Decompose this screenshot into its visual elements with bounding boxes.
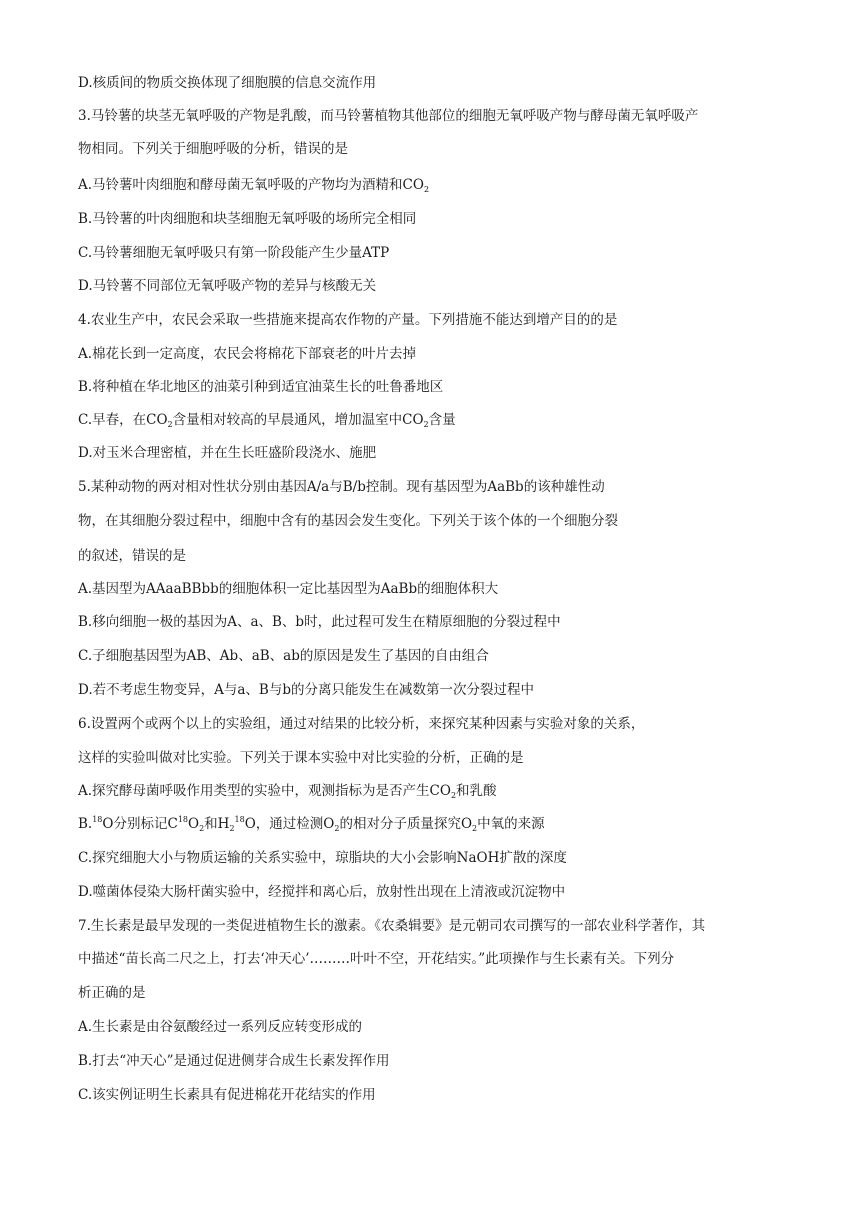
- question-4-option-a: A.棉花长到一定高度，农民会将棉花下部衰老的叶片去掉: [78, 346, 417, 362]
- question-7-option-a: A.生长素是由谷氨酸经过一系列反应转变形成的: [78, 1019, 363, 1035]
- question-5-option-a: A.基因型为AAaaBBbb的细胞体积一定比基因型为AaBb的细胞体积大: [78, 581, 499, 597]
- question-7-stem-line-1: 7.生长素是最早发现的一类促进植物生长的激素。《农桑辑要》是元朝司农司撰写的一部农业科学著作，其: [78, 918, 706, 934]
- question-4-option-c: C.早春，在$CO_2$含量相对较高的早晨通风，增加温室中$CO_2$含量: [78, 412, 456, 429]
- question-6-stem-line-1: 6.设置两个或两个以上的实验组，通过对结果的比较分析，来探究某种因素与实验对象的关系，: [78, 716, 645, 732]
- question-3-option-d: D.马铃薯不同部位无氧呼吸产物的差异与核酸无关: [78, 278, 377, 294]
- question-6-option-c: C.探究细胞大小与物质运输的关系实验中，琼脂块的大小会影响NaOH扩散的深度: [78, 850, 567, 866]
- question-4-option-b: B.将种植在华北地区的油菜引种到适宜油菜生长的吐鲁番地区: [78, 379, 444, 395]
- question-3-option-c: C.马铃薯细胞无氧呼吸只有第一阶段能产生少量ATP: [78, 245, 390, 261]
- question-2-option-d: D.核质间的物质交换体现了细胞膜的信息交流作用: [78, 75, 377, 91]
- question-7-stem-line-2: 中描述“苗长高二尺之上，打去‘冲天心’………叶叶不空，开花结实。”此项操作与生长素有关。下列分: [78, 951, 675, 967]
- question-5-option-d: D.若不考虑生物变异，A与a、B与b的分离只能发生在减数第一次分裂过程中: [78, 682, 534, 698]
- question-3-option-b: B.马铃薯的叶肉细胞和块茎细胞无氧呼吸的场所完全相同: [78, 211, 417, 227]
- question-3-option-a: A.马铃薯叶肉细胞和酵母菌无氧呼吸的产物均为酒精和$CO_2$: [78, 177, 430, 194]
- question-3-stem-line-2: 物相同。下列关于细胞呼吸的分析，错误的是: [78, 141, 348, 157]
- question-7-stem-line-3: 析正确的是: [78, 985, 146, 1001]
- question-4-option-d: D.对玉米合理密植，并在生长旺盛阶段浇水、施肥: [78, 445, 377, 461]
- question-6-option-a: A.探究酵母菌呼吸作用类型的实验中，观测指标为是否产生$CO_2$和乳酸: [78, 783, 497, 800]
- question-7-option-b: B.打去“冲天心”是通过促进侧芽合成生长素发挥作用: [78, 1053, 390, 1069]
- question-3-stem-line-1: 3.马铃薯的块茎无氧呼吸的产物是乳酸，而马铃薯植物其他部位的细胞无氧呼吸产物与酵母菌无氧呼吸产: [78, 108, 699, 124]
- question-5-option-c: C.子细胞基因型为AB、Ab、aB、ab的原因是发生了基因的自由组合: [78, 648, 489, 664]
- question-6-option-b: B.$^{18}$O分别标记$C^{18}O_2$和$H_2^{18}O$，通过检测$O_2$的相对分子质量探究$O_2$中氧的来源: [78, 815, 545, 833]
- question-5-stem-line-1: 5.某种动物的两对相对性状分别由基因A/a与B/b控制。现有基因型为AaBb的该种雄性动: [78, 479, 605, 495]
- question-6-option-d: D.噬菌体侵染大肠杆菌实验中，经搅拌和离心后，放射性出现在上清液或沉淀物中: [78, 884, 566, 900]
- question-7-option-c: C.该实例证明生长素具有促进棉花开花结实的作用: [78, 1087, 376, 1103]
- question-5-stem-line-2: 物，在其细胞分裂过程中，细胞中含有的基因会发生变化。下列关于该个体的一个细胞分裂: [78, 513, 618, 529]
- question-5-option-b: B.移向细胞一极的基因为A、a、B、b时，此过程可发生在精原细胞的分裂过程中: [78, 614, 561, 630]
- question-6-stem-line-2: 这样的实验叫做对比实验。下列关于课本实验中对比实验的分析，正确的是: [78, 750, 524, 766]
- question-5-stem-line-3: 的叙述，错误的是: [78, 548, 186, 564]
- question-4-stem: 4.农业生产中，农民会采取一些措施来提高农作物的产量。下列措施不能达到增产目的的是: [78, 312, 618, 328]
